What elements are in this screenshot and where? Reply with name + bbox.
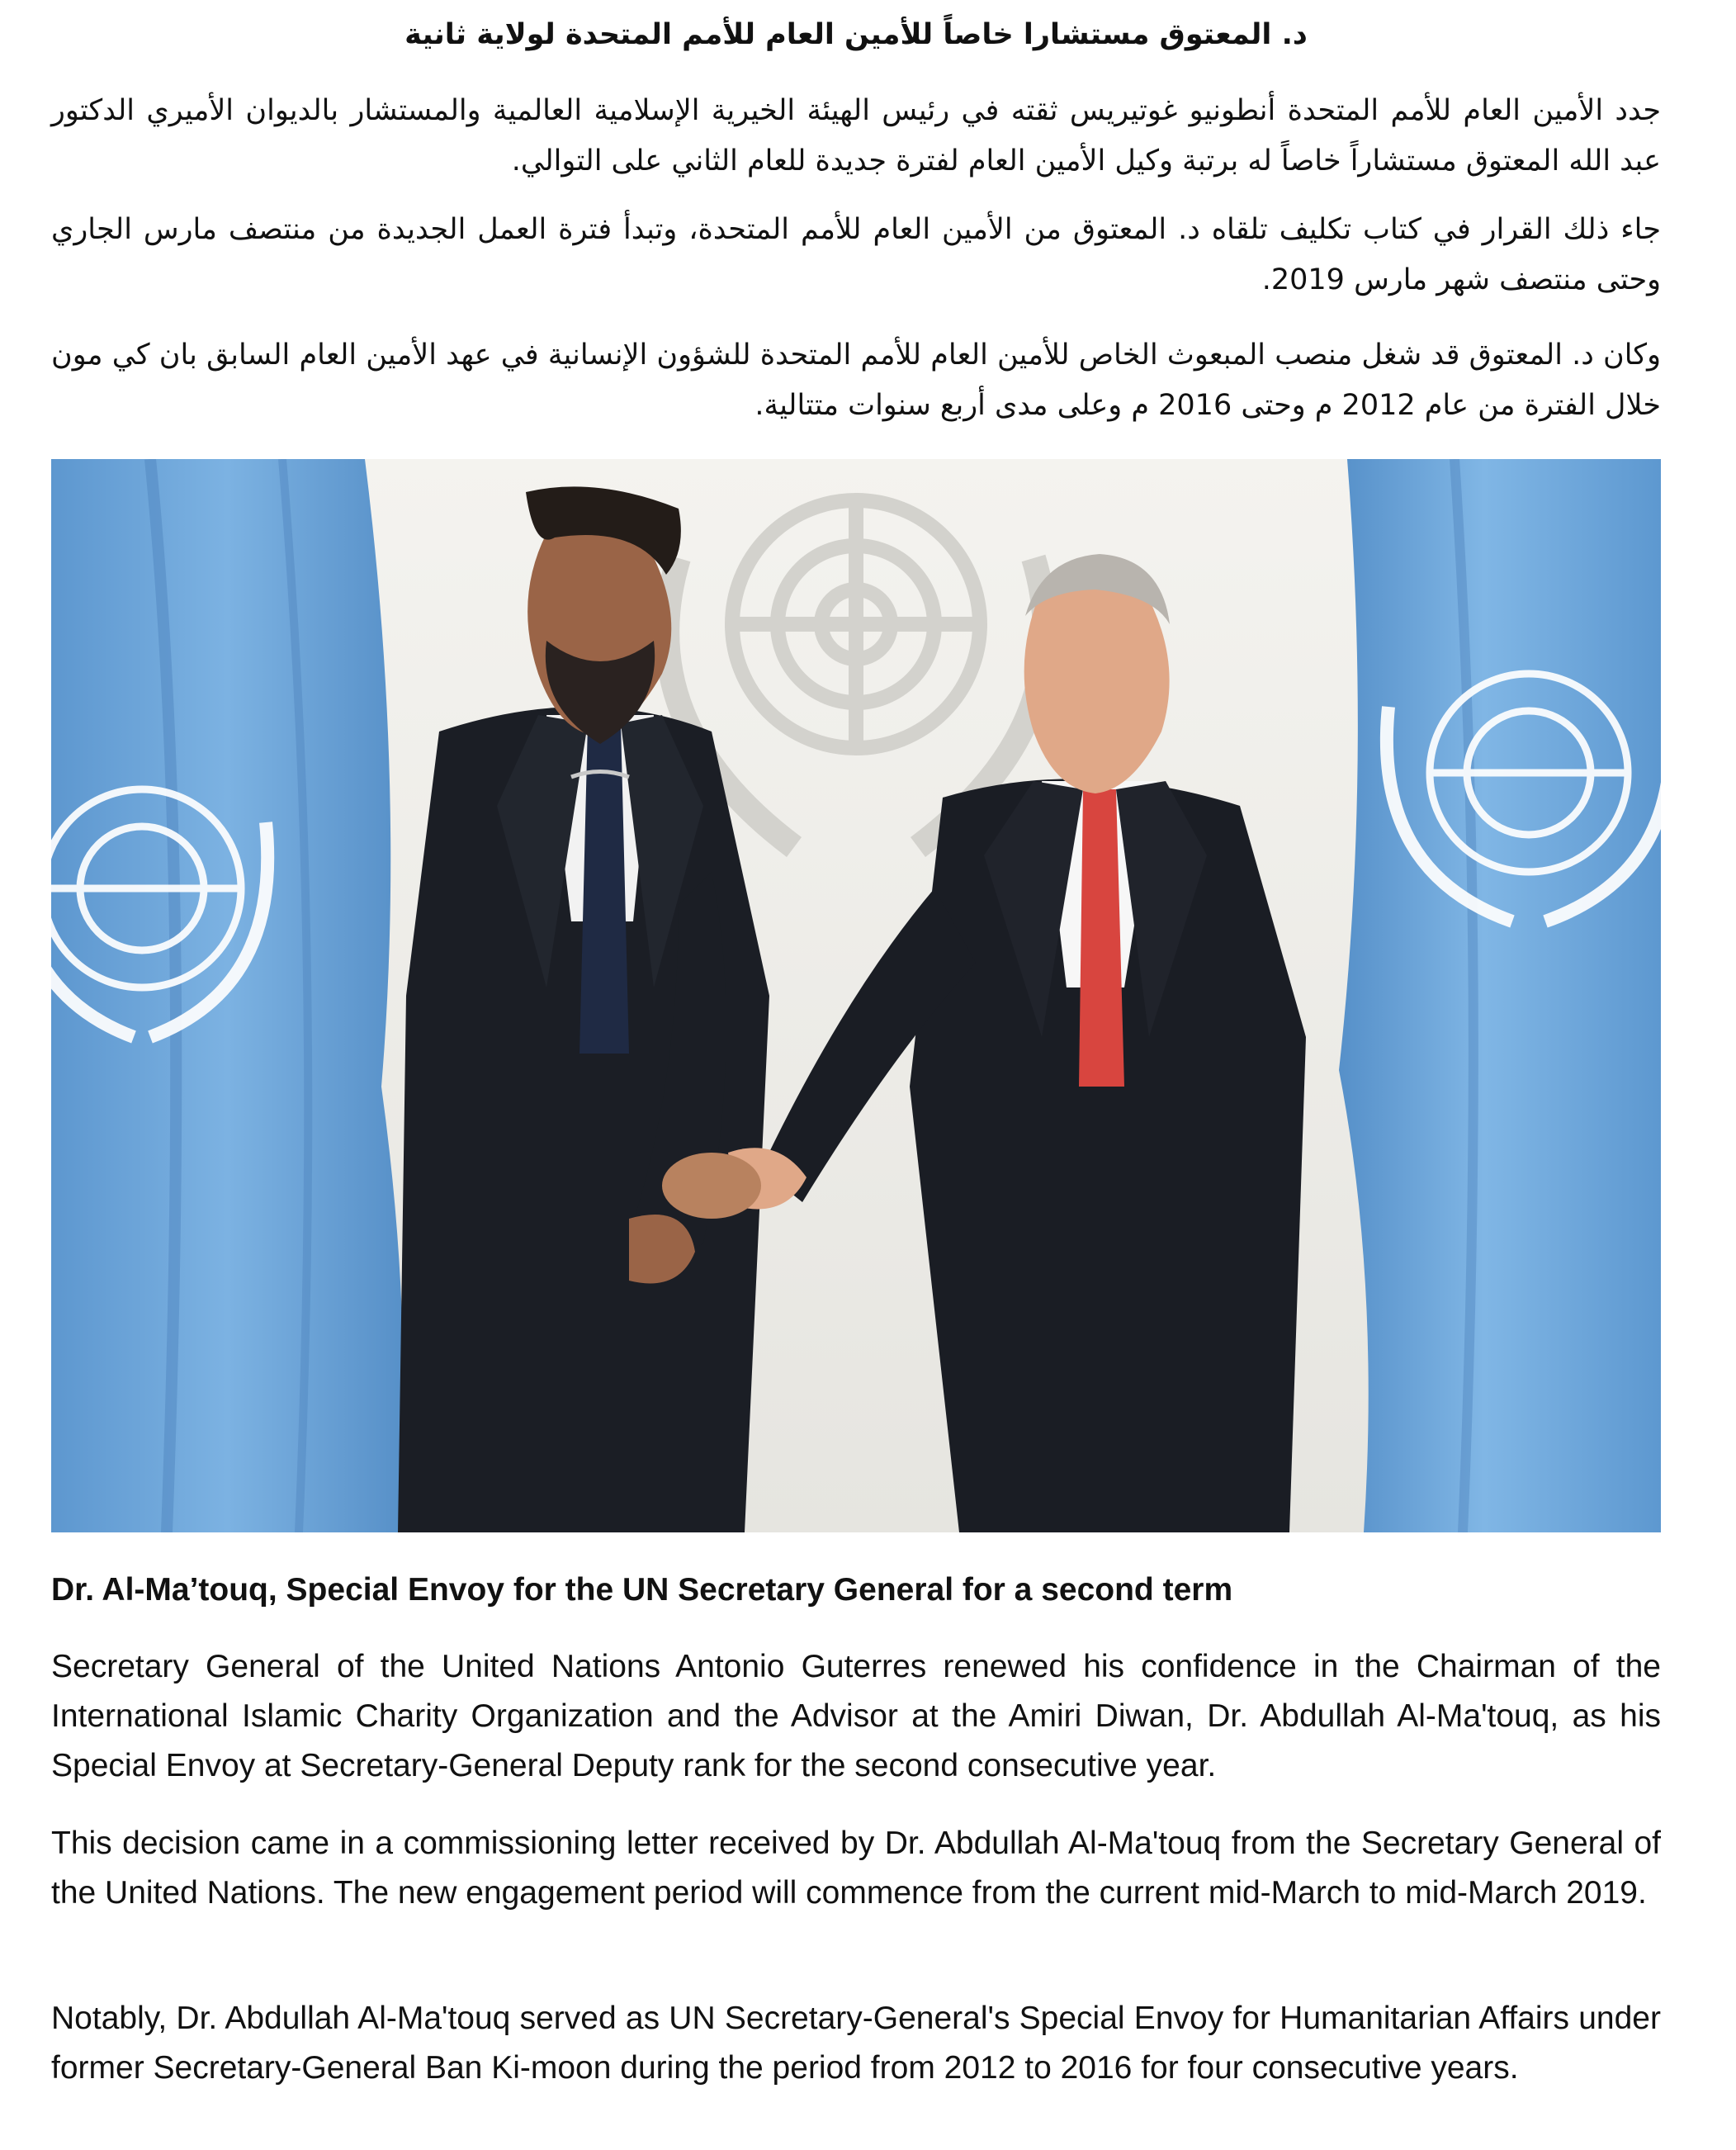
- english-paragraph-2: This decision came in a commissioning letter received by Dr. Abdullah Al-Ma'touq from the Secretary General of the United Nations. The new engagement period will commence from the current mid-March to mid-March 2019.: [51, 1826, 1661, 1911]
- arabic-headline: د. المعتوق مستشارا خاصاً للأمين العام للأمم المتحدة لولاية ثانية: [404, 18, 1308, 51]
- arabic-paragraph-3: وكان د. المعتوق قد شغل منصب المبعوث الخاص للأمين العام للأمم المتحدة للشؤون الإنسانية في عهد الأمين العام السابق بان كي مون خلال الفترة من عام 2012 م وحتى 2016 م وعلى مدى أربع سنوات متتالية.: [51, 339, 1661, 422]
- un-flag-left: [51, 459, 404, 1532]
- english-paragraph-1: Secretary General of the United Nations Antonio Guterres renewed his confidence in the Chairman of the International Islamic Charity Organization and the Advisor at the Amiri Diwan, Dr. Abdullah Al-Ma'touq, as his Special Envoy at Secretary-General Deputy rank for the second consecutive year.: [51, 1649, 1661, 1783]
- un-flag-right: [1339, 459, 1661, 1532]
- english-headline: Dr. Al-Ma’touq, Special Envoy for the UN Secretary General for a second term: [51, 1572, 1233, 1608]
- handshake-photo: [51, 459, 1661, 1532]
- arabic-paragraph-2: جاء ذلك القرار في كتاب تكليف تلقاه د. المعتوق من الأمين العام للأمم المتحدة، وتبدأ فترة العمل الجديدة من منتصف مارس الجاري وحتى منتصف شهر مارس 2019.: [51, 213, 1661, 296]
- handshake: [662, 1153, 761, 1219]
- english-paragraph-3: Notably, Dr. Abdullah Al-Ma'touq served as UN Secretary-General's Special Envoy for Humanitarian Affairs under former Secretary-General Ban Ki-moon during the period from 2012 to 2016 for four consecutive years.: [51, 2001, 1661, 2086]
- arabic-paragraph-1: جدد الأمين العام للأمم المتحدة أنطونيو غوتيريس ثقته في رئيس الهيئة الخيرية الإسلامية العالمية والمستشار بالديوان الأميري الدكتور عبد الله المعتوق مستشاراً خاصاً له برتبة وكيل الأمين العام لفترة جديدة للعام الثاني على التوالي.: [51, 94, 1661, 178]
